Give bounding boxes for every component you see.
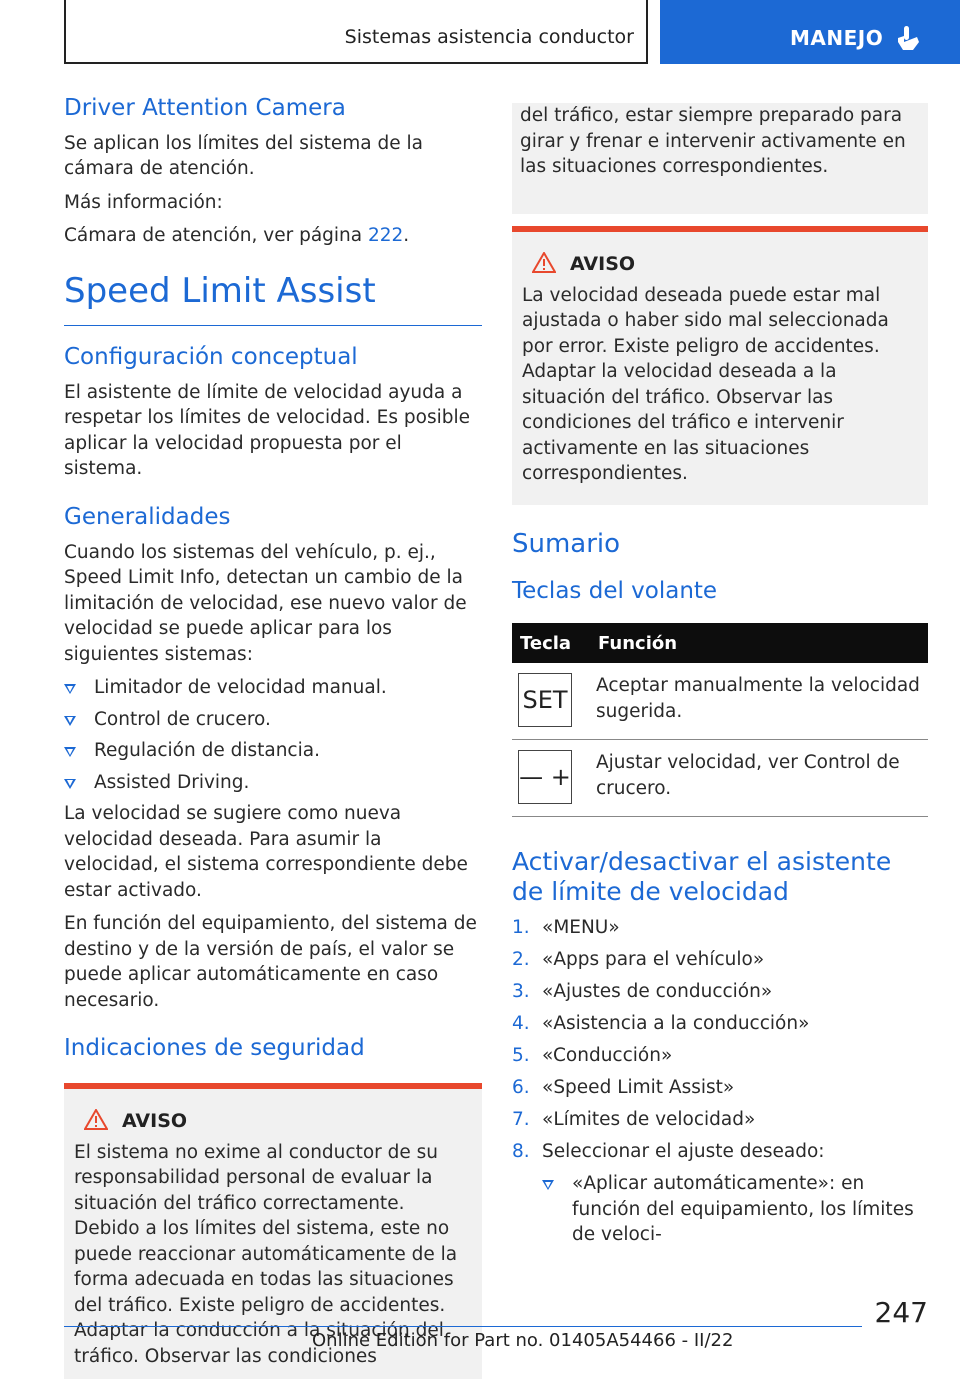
list-item: Assisted Driving.: [64, 770, 482, 796]
step-item: 7. «Límites de velocidad»: [512, 1109, 756, 1131]
minus-plus-button-icon: — +: [518, 750, 572, 804]
step-item: 6. «Speed Limit Assist»: [512, 1077, 735, 1099]
concept-paragraph: El asistente de límite de velocidad ayuda a respetar los límites de velocidad. Es posible aplicar la velocidad propuesta por el sistema.: [64, 381, 470, 480]
list-item: «Aplicar automáticamente»: en función del equipamiento, los límites de veloci-: [542, 1171, 928, 1248]
general-heading: Generalidades: [64, 503, 231, 530]
right-column: [512, 103, 928, 1254]
steering-hand-icon: [895, 24, 921, 56]
dac-paragraph: Se aplican los límites del sistema de la cámara de atención.: [64, 132, 423, 180]
steps-list: [512, 915, 928, 1165]
triangle-bullet-icon: [64, 747, 76, 757]
warning-box-1-continued: [512, 103, 928, 214]
dac-more-info: Más información:: [64, 191, 223, 213]
keys-table: [512, 623, 928, 817]
table-header-row: [512, 623, 928, 663]
function-cell: Ajustar velocidad, ver Control de crucero.: [590, 740, 928, 817]
page-number: 247: [874, 1296, 928, 1329]
warning-header: [532, 252, 918, 277]
list-item: Regulación de distancia.: [64, 738, 482, 764]
teclas-heading: Teclas del volante: [512, 577, 718, 604]
page-link-222[interactable]: 222: [367, 225, 404, 247]
step-item: 4. «Asistencia a la conducción»: [512, 1013, 810, 1035]
dac-reference-suffix: .: [403, 225, 410, 247]
triangle-bullet-icon: [64, 716, 76, 726]
sub-option-list: [542, 1171, 928, 1248]
key-cell: [512, 740, 590, 817]
triangle-bullet-icon: [64, 684, 76, 694]
general-list: [64, 675, 482, 795]
table-header-function: Función: [590, 623, 928, 663]
function-cell: Aceptar manualmente la velocidad sugerida.: [590, 663, 928, 740]
general-paragraph-2: La velocidad se sugiere como nueva velocidad deseada. Para asumir la velocidad, el sistema correspondiente debe estar activado.: [64, 803, 468, 901]
step-item: 3. «Ajustes de conducción»: [512, 981, 773, 1003]
warning-text-continued: del tráfico, estar siempre preparado para girar y frenar e intervenir activamente en las situaciones correspondientes.: [520, 105, 906, 177]
left-column: [64, 95, 482, 1379]
list-item: Limitador de velocidad manual.: [64, 675, 482, 701]
header-section-title: Sistemas asistencia conductor: [344, 26, 634, 48]
step-item: 8. Seleccionar el ajuste deseado:: [512, 1141, 825, 1163]
warning-text: El sistema no exime al conductor de su responsabilidad personal de evaluar la situación del tráfico correctamente. Debido a los límites del sistema, este no puede reaccionar automáticamente de la forma adecuada en todas las situaciones del tráfico. Existe peligro de accidentes. Adaptar la conducción a la situación del tráfico. Observar las condiciones: [74, 1141, 458, 1367]
warning-triangle-icon: [84, 1109, 108, 1134]
general-paragraph-3: En función del equipamiento, del sistema de destino y de la versión de país, el valor se puede aplicar automáticamente en caso necesario.: [64, 913, 477, 1011]
footer-edition: Online Edition for Part no. 01405A54466 - II/22: [312, 1330, 734, 1351]
safety-heading: Indicaciones de seguridad: [64, 1035, 365, 1062]
set-button-icon: SET: [518, 673, 572, 727]
dac-reference-text: Cámara de atención, ver página: [64, 225, 368, 247]
warning-text: La velocidad deseada puede estar mal ajustada o haber sido mal seleccionada por error. Existe peligro de accidentes. Adaptar la velocidad deseada a la situación del tráfico. Observar las condiciones del tráfico e intervenir activamente en las situaciones correspondientes.: [522, 284, 889, 484]
table-row: [512, 740, 928, 817]
list-item: Control de crucero.: [64, 707, 482, 733]
header-tab-label: MANEJO: [790, 26, 884, 50]
sla-heading: Speed Limit Assist: [64, 271, 482, 327]
warning-box-2: [512, 226, 928, 505]
dac-heading: Driver Attention Camera: [64, 95, 346, 121]
triangle-bullet-icon: [542, 1180, 554, 1190]
header-section-box: [64, 0, 648, 64]
warning-title: AVISO: [122, 1110, 188, 1133]
dac-reference: [64, 223, 482, 249]
key-cell: [512, 663, 590, 740]
concept-heading: Configuración conceptual: [64, 344, 358, 371]
activate-heading: Activar/desactivar el asistente de límite de velocidad: [512, 847, 892, 907]
header-chapter-tab[interactable]: [660, 0, 960, 64]
warning-title: AVISO: [570, 253, 636, 275]
sumario-heading: Sumario: [512, 528, 621, 559]
table-header-key: Tecla: [512, 623, 590, 663]
table-row: [512, 663, 928, 740]
step-item: 1. «MENU»: [512, 917, 620, 939]
footer-divider: [64, 1326, 862, 1327]
warning-triangle-icon: [532, 252, 556, 277]
step-item: 2. «Apps para el vehículo»: [512, 949, 765, 971]
warning-header: [84, 1109, 472, 1134]
general-paragraph-1: Cuando los sistemas del vehículo, p. ej., Speed Limit Info, detectan un cambio de la limitación de velocidad, ese nuevo valor de velocidad se puede aplicar para los siguientes sistemas:: [64, 541, 467, 665]
triangle-bullet-icon: [64, 779, 76, 789]
step-item: 5. «Conducción»: [512, 1045, 673, 1067]
